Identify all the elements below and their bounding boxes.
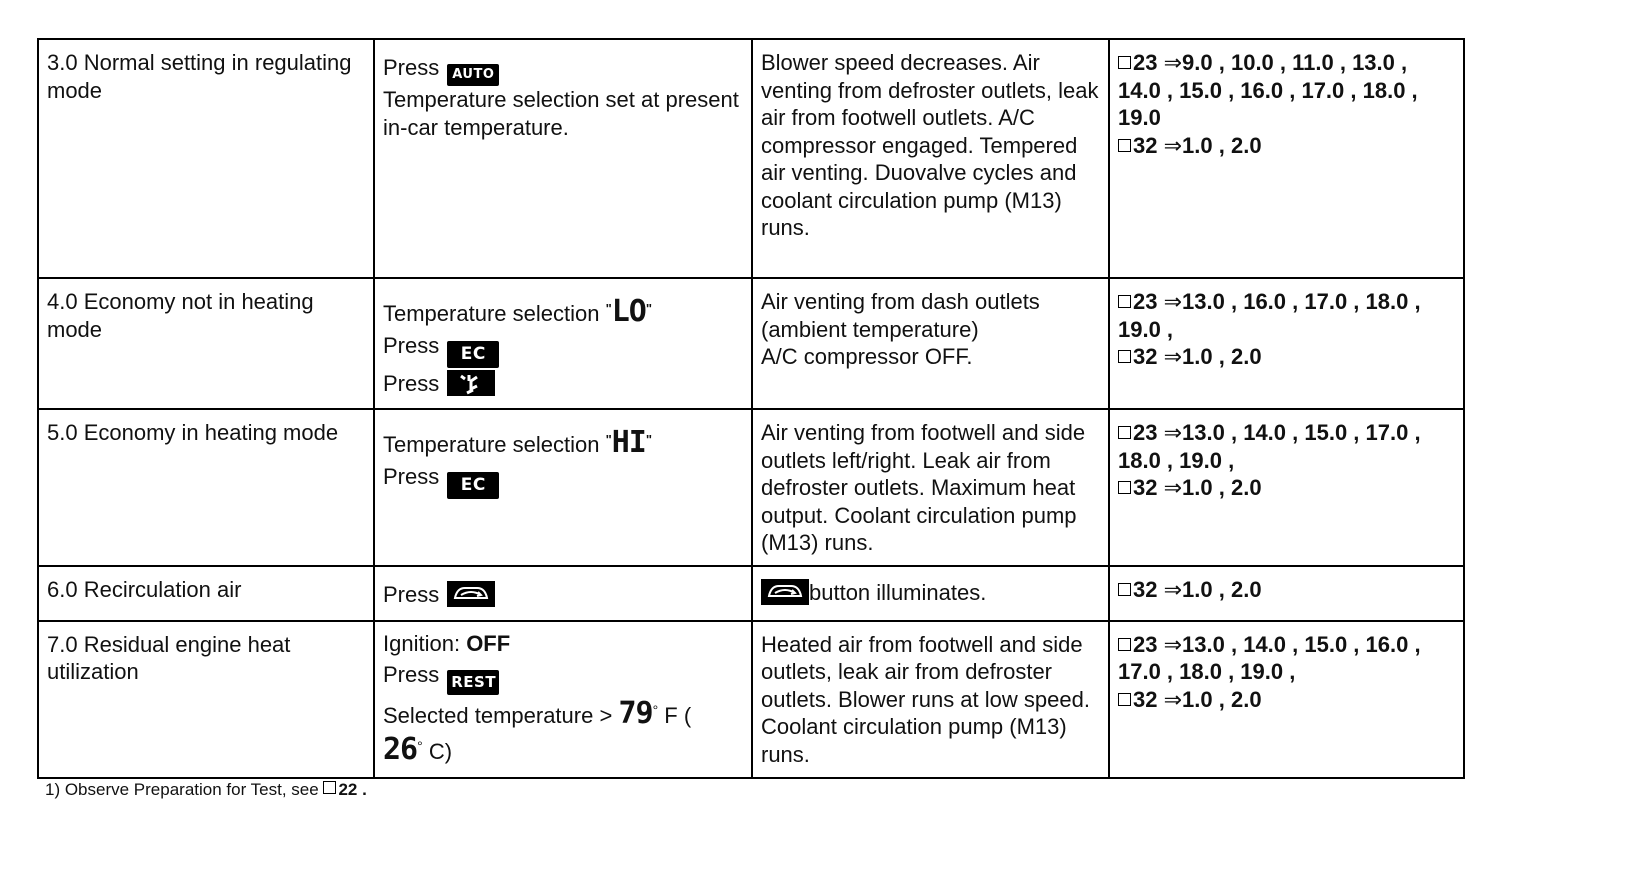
step-label: 7.0 Residual engine heat utilization bbox=[47, 631, 291, 684]
lcd-display-f: 79 bbox=[618, 695, 653, 731]
step-cell bbox=[38, 278, 374, 409]
press-line: Press bbox=[383, 368, 743, 400]
table-row bbox=[38, 566, 1464, 621]
result-text: Blower speed decreases. Air venting from defroster outlets, leak air from footwell outlets. A/C compressor engaged. Tempered air venting. Duovalve cycles and coolant circulation pump (M13) runs. bbox=[761, 50, 1099, 240]
step-cell bbox=[38, 621, 374, 778]
result-cell bbox=[752, 409, 1109, 566]
selected-temp-line-c: 26° C) bbox=[383, 731, 453, 767]
selected-temp-line: Selected temperature > 79° F ( bbox=[383, 695, 692, 731]
footnote bbox=[45, 779, 367, 801]
reference-cell bbox=[1109, 409, 1464, 566]
action-cell bbox=[374, 621, 752, 778]
book-ref-icon bbox=[1118, 583, 1131, 596]
recirculation-icon bbox=[447, 581, 495, 607]
ref-line-b: 32 ⇒1.0 , 2.0 bbox=[1118, 133, 1262, 158]
step-label: 5.0 Economy in heating mode bbox=[47, 420, 339, 445]
table-row bbox=[38, 278, 1464, 409]
result-text: button illuminates. bbox=[809, 579, 987, 605]
ref-line-b: 32 ⇒1.0 , 2.0 bbox=[1118, 687, 1262, 712]
table-row bbox=[38, 621, 1464, 778]
step-cell bbox=[38, 409, 374, 566]
press-line: Press EC bbox=[383, 461, 743, 499]
footnote-text: 1) Observe Preparation for Test, see bbox=[45, 780, 319, 799]
action-cell bbox=[374, 39, 752, 278]
step-cell bbox=[38, 566, 374, 621]
result-cell bbox=[752, 566, 1109, 621]
result-cell bbox=[752, 278, 1109, 409]
book-ref-icon bbox=[1118, 693, 1131, 706]
result-cell bbox=[752, 621, 1109, 778]
book-ref-icon bbox=[1118, 426, 1131, 439]
reference-cell bbox=[1109, 39, 1464, 278]
result-line: A/C compressor OFF. bbox=[761, 344, 973, 369]
ref-line-a: 23 ⇒9.0 , 10.0 , 11.0 , 13.0 , 14.0 , 15.0 , 16.0 , 17.0 , 18.0 , 19.0 bbox=[1118, 50, 1418, 130]
reference-cell bbox=[1109, 621, 1464, 778]
book-ref-icon bbox=[1118, 481, 1131, 494]
action-cell bbox=[374, 409, 752, 566]
book-ref-icon bbox=[1118, 350, 1131, 363]
table-row bbox=[38, 409, 1464, 566]
lcd-display-c: 26 bbox=[383, 731, 418, 767]
book-ref-icon bbox=[1118, 295, 1131, 308]
auto-button: AUTO bbox=[447, 64, 499, 86]
lcd-display: HI bbox=[611, 425, 646, 460]
book-ref-icon bbox=[1118, 56, 1131, 69]
result-line: Air venting from dash outlets bbox=[761, 289, 1040, 314]
rest-button: REST bbox=[447, 670, 499, 695]
press-line: Press bbox=[383, 581, 743, 609]
result-text: Air venting from footwell and side outlets left/right. Leak air from defroster outlets. Maximum heat output. Coolant circulation pump (M13) runs. bbox=[761, 420, 1086, 555]
step-cell bbox=[38, 39, 374, 278]
result-line: (ambient temperature) bbox=[761, 316, 979, 342]
temp-selection-line: Temperature selection "HI" bbox=[383, 425, 653, 460]
result-cell bbox=[752, 39, 1109, 278]
ignition-value: OFF bbox=[466, 630, 511, 656]
ignition-line: Ignition: OFF bbox=[383, 630, 511, 656]
action-cell bbox=[374, 566, 752, 621]
ref-line-b: 32 ⇒1.0 , 2.0 bbox=[1118, 344, 1262, 369]
press-line: Press AUTO bbox=[383, 54, 743, 86]
footnote-ref: 22 . bbox=[338, 780, 367, 799]
press-line: Press REST bbox=[383, 659, 743, 695]
step-label: 6.0 Recirculation air bbox=[47, 576, 242, 602]
step-label: 4.0 Economy not in heating mode bbox=[47, 289, 314, 342]
ref-line-a: 23 ⇒13.0 , 16.0 , 17.0 , 18.0 , 19.0 , bbox=[1118, 289, 1421, 342]
ref-line-a: 23 ⇒13.0 , 14.0 , 15.0 , 17.0 , 18.0 , 19.0 , bbox=[1118, 420, 1421, 473]
reference-cell bbox=[1109, 278, 1464, 409]
air-distribution-icon bbox=[447, 370, 495, 396]
press-line: Press EC bbox=[383, 330, 743, 368]
reference-cell bbox=[1109, 566, 1464, 621]
ref-line-a: 23 ⇒13.0 , 14.0 , 15.0 , 16.0 , 17.0 , 18.0 , 19.0 , bbox=[1118, 631, 1421, 684]
result-text: Heated air from footwell and side outlets, leak air from defroster outlets. Blower runs at low speed. Coolant circulation pump (M13) runs. bbox=[761, 631, 1090, 767]
ref-line-b: 32 ⇒1.0 , 2.0 bbox=[1118, 577, 1262, 602]
book-ref-icon bbox=[1118, 638, 1131, 651]
lcd-display: LO bbox=[611, 294, 646, 329]
book-ref-icon bbox=[323, 781, 336, 794]
ec-button: EC bbox=[447, 341, 499, 368]
temp-selection-line: Temperature selection "LO" bbox=[383, 294, 653, 329]
action-cell bbox=[374, 278, 752, 409]
table-row bbox=[38, 39, 1464, 278]
recirculation-icon bbox=[761, 579, 809, 605]
ref-line-b: 32 ⇒1.0 , 2.0 bbox=[1118, 475, 1262, 500]
book-ref-icon bbox=[1118, 139, 1131, 152]
test-steps-table bbox=[37, 38, 1465, 779]
step-label: 3.0 Normal setting in regulating mode bbox=[47, 50, 352, 103]
ec-button: EC bbox=[447, 472, 499, 499]
action-note: Temperature selection set at present in-car temperature. bbox=[383, 87, 739, 140]
